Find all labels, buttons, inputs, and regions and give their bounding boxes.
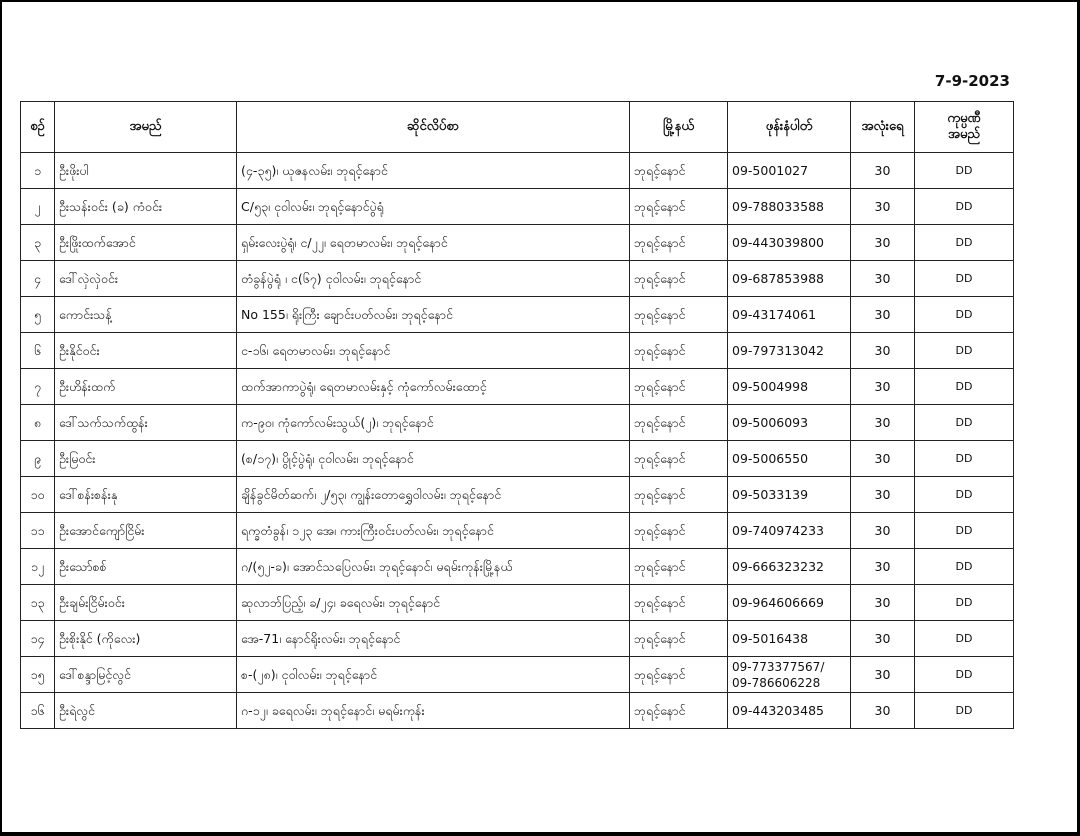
row-township: ဘုရင့်နောင် <box>630 297 728 333</box>
row-number: ၅ <box>21 297 55 333</box>
row-number: ၁၃ <box>21 585 55 621</box>
row-remark: DD <box>915 189 1014 225</box>
row-township: ဘုရင့်နောင် <box>630 513 728 549</box>
row-phone: 09-43174061 <box>728 297 851 333</box>
row-number: ၃ <box>21 225 55 261</box>
row-township: ဘုရင့်နောင် <box>630 225 728 261</box>
row-name: ဒေါ်သက်သက်ထွန်း <box>55 405 237 441</box>
row-address: (၄-၃၅)၊ ယုဇနလမ်း၊ ဘုရင့်နောင် <box>237 153 630 189</box>
row-township: ဘုရင့်နောင် <box>630 405 728 441</box>
row-phone: 09-443039800 <box>728 225 851 261</box>
row-phone: 09-964606669 <box>728 585 851 621</box>
row-address: အေ-71၊ နောင်ရိုးလမ်း၊ ဘုရင့်နောင် <box>237 621 630 657</box>
row-name: ဦးချမ်းငြိမ်းဝင်း <box>55 585 237 621</box>
row-phone: 09-687853988 <box>728 261 851 297</box>
row-phone: 09-5006093 <box>728 405 851 441</box>
frame-border-bottom <box>0 832 1080 836</box>
row-quantity: 30 <box>851 657 915 693</box>
row-quantity: 30 <box>851 621 915 657</box>
row-address: ထက်အာကာပွဲရုံ၊ ရေတမာလမ်းနှင့် ကုံကော်လမ်းထောင့် <box>237 369 630 405</box>
row-phone: 09-740974233 <box>728 513 851 549</box>
row-remark: DD <box>915 333 1014 369</box>
row-quantity: 30 <box>851 153 915 189</box>
row-address: ဂ-၁၂၊ ခရေလမ်း၊ ဘုရင့်နောင်၊ မရမ်းကုန်း <box>237 693 630 729</box>
table-row <box>21 225 1014 261</box>
row-address: (စ/၁၇)၊ ပွိုင့်ပွဲရုံ၊ ငုဝါလမ်း၊ ဘုရင့်နောင် <box>237 441 630 477</box>
row-township: ဘုရင့်နောင် <box>630 369 728 405</box>
row-quantity: 30 <box>851 333 915 369</box>
row-quantity: 30 <box>851 405 915 441</box>
row-name: ကောင်းသန့် <box>55 297 237 333</box>
row-number: ၉ <box>21 441 55 477</box>
row-quantity: 30 <box>851 585 915 621</box>
row-phone <box>728 657 851 693</box>
row-township: ဘုရင့်နောင် <box>630 693 728 729</box>
table-row <box>21 513 1014 549</box>
row-quantity: 30 <box>851 261 915 297</box>
row-remark: DD <box>915 405 1014 441</box>
row-address: စ-(၂၈)၊ ငုဝါလမ်း၊ ဘုရင့်နောင် <box>237 657 630 693</box>
row-name: ဦးနိုင်ဝင်း <box>55 333 237 369</box>
row-remark: DD <box>915 297 1014 333</box>
row-remark: DD <box>915 477 1014 513</box>
row-number: ၆ <box>21 333 55 369</box>
row-number: ၄ <box>21 261 55 297</box>
table-row <box>21 657 1014 693</box>
row-address: င-၁၆၊ ရေတမာလမ်း၊ ဘုရင့်နောင် <box>237 333 630 369</box>
row-quantity: 30 <box>851 189 915 225</box>
row-name: ဦးစိုးနိုင် (ကိုလေး) <box>55 621 237 657</box>
row-township: ဘုရင့်နောင် <box>630 261 728 297</box>
row-name: ဦးဖြိုးထက်အောင် <box>55 225 237 261</box>
row-quantity: 30 <box>851 225 915 261</box>
table-body <box>21 153 1014 729</box>
row-name: ဦးသန်းဝင်း (ခ) ကံဝင်း <box>55 189 237 225</box>
row-remark: DD <box>915 513 1014 549</box>
row-quantity: 30 <box>851 513 915 549</box>
header-quantity: အလုံးရေ <box>851 102 915 153</box>
header-remark <box>915 102 1014 153</box>
row-quantity: 30 <box>851 477 915 513</box>
row-quantity: 30 <box>851 549 915 585</box>
row-township: ဘုရင့်နောင် <box>630 441 728 477</box>
header-remark-line2: အမည် <box>948 127 980 142</box>
header-phone: ဖုန်းနံပါတ် <box>728 102 851 153</box>
row-phone: 09-5033139 <box>728 477 851 513</box>
table-row <box>21 693 1014 729</box>
row-remark: DD <box>915 657 1014 693</box>
header-township: မြို့နယ် <box>630 102 728 153</box>
row-phone: 09-5004998 <box>728 369 851 405</box>
row-number: ၂ <box>21 189 55 225</box>
roster-table <box>20 101 1014 729</box>
table-row <box>21 549 1014 585</box>
table-row <box>21 153 1014 189</box>
row-phone-line2: 09-786606228 <box>732 675 821 690</box>
row-phone: 09-5006550 <box>728 441 851 477</box>
table-header-row <box>21 102 1014 153</box>
row-phone: 09-666323232 <box>728 549 851 585</box>
row-name: ဦးဟိန်းထက် <box>55 369 237 405</box>
row-number: ၁၄ <box>21 621 55 657</box>
row-township: ဘုရင့်နောင် <box>630 153 728 189</box>
row-address: ဂ/(၅၂-ခ)၊ အောင်သပြေလမ်း၊ ဘုရင့်နောင်၊ မရမ်းကုန်းမြို့နယ် <box>237 549 630 585</box>
row-address: ရှမ်းလေးပွဲရုံ၊ င/၂၂၊ ရေတမာလမ်း၊ ဘုရင့်နောင် <box>237 225 630 261</box>
row-name: ဦးမြဝင်း <box>55 441 237 477</box>
table-row <box>21 189 1014 225</box>
row-name: ဦးအောင်ကျော်ငြိမ်း <box>55 513 237 549</box>
row-township: ဘုရင့်နောင် <box>630 189 728 225</box>
row-name: ဒေါ်စန်းစန်းနု <box>55 477 237 513</box>
row-township: ဘုရင့်နောင် <box>630 585 728 621</box>
row-township: ဘုရင့်နောင် <box>630 549 728 585</box>
row-quantity: 30 <box>851 297 915 333</box>
row-phone: 09-5001027 <box>728 153 851 189</box>
table-row <box>21 405 1014 441</box>
row-name: ဒေါ်လှဲလှဲဝင်း <box>55 261 237 297</box>
row-phone: 09-797313042 <box>728 333 851 369</box>
row-township: ဘုရင့်နောင် <box>630 657 728 693</box>
row-remark: DD <box>915 441 1014 477</box>
row-number: ၁ <box>21 153 55 189</box>
row-number: ၁၅ <box>21 657 55 693</box>
row-number: ၁၂ <box>21 549 55 585</box>
row-name: ဦးသော်စစ် <box>55 549 237 585</box>
row-phone: 09-788033588 <box>728 189 851 225</box>
header-address: ဆိုင်လိပ်စာ <box>237 102 630 153</box>
row-remark: DD <box>915 225 1014 261</box>
row-quantity: 30 <box>851 369 915 405</box>
row-remark: DD <box>915 585 1014 621</box>
row-remark: DD <box>915 621 1014 657</box>
row-address: No 155၊ ရိုးကြီး ချောင်းပတ်လမ်း၊ ဘုရင့်နောင် <box>237 297 630 333</box>
row-remark: DD <box>915 153 1014 189</box>
frame-border-left <box>0 0 2 836</box>
row-quantity: 30 <box>851 693 915 729</box>
table-row <box>21 621 1014 657</box>
table-row <box>21 369 1014 405</box>
row-address: က-၉၀၊ ကုံကော်လမ်းသွယ်(၂)၊ ဘုရင့်နောင် <box>237 405 630 441</box>
row-remark: DD <box>915 693 1014 729</box>
table-row <box>21 333 1014 369</box>
table-row <box>21 585 1014 621</box>
row-address: ချိန်ခွင်မိတ်ဆက်၊ ၂/၅၃၊ ကျွန်းတောရွှေဝါလမ်း၊ ဘုရင့်နောင် <box>237 477 630 513</box>
row-phone: 09-443203485 <box>728 693 851 729</box>
table-row <box>21 297 1014 333</box>
row-address: တံခွန်ပွဲရုံ ၊ င(၆၇) ငုဝါလမ်း၊ ဘုရင့်နောင် <box>237 261 630 297</box>
row-address: C/၅၃၊ ငုဝါလမ်း၊ ဘုရင့်နောင်ပွဲရုံ <box>237 189 630 225</box>
row-name: ဦးဖိုးပါ <box>55 153 237 189</box>
row-remark: DD <box>915 369 1014 405</box>
frame-border-top <box>0 0 1080 2</box>
row-remark: DD <box>915 261 1014 297</box>
header-remark-line1: ကုမ္ပဏီ <box>947 111 981 126</box>
row-phone-line1: 09-773377567/ <box>732 659 825 674</box>
table-row <box>21 261 1014 297</box>
row-number: ၁၆ <box>21 693 55 729</box>
row-number: ၇ <box>21 369 55 405</box>
row-township: ဘုရင့်နောင် <box>630 621 728 657</box>
row-number: ၁၀ <box>21 477 55 513</box>
table-row <box>21 477 1014 513</box>
row-phone: 09-5016438 <box>728 621 851 657</box>
row-address: ရက္ခတံခွန်၊ ၁၂၃ အေ၊ ကားကြီးဝင်းပတ်လမ်း၊ ဘုရင့်နောင် <box>237 513 630 549</box>
row-quantity: 30 <box>851 441 915 477</box>
row-name: ဒေါ်စန္ဒာမြင့်လွင် <box>55 657 237 693</box>
row-number: ၈ <box>21 405 55 441</box>
header-no: စဥ် <box>21 102 55 153</box>
row-number: ၁၁ <box>21 513 55 549</box>
table-row <box>21 441 1014 477</box>
row-township: ဘုရင့်နောင် <box>630 333 728 369</box>
row-name: ဦးရဲလွင် <box>55 693 237 729</box>
header-name: အမည် <box>55 102 237 153</box>
row-remark: DD <box>915 549 1014 585</box>
row-address: ဆုလာဘ်ပြည့်၊ ခ/၂၄၊ ခရေလမ်း၊ ဘုရင့်နောင် <box>237 585 630 621</box>
document-date: 7-9-2023 <box>934 72 1010 90</box>
row-township: ဘုရင့်နောင် <box>630 477 728 513</box>
